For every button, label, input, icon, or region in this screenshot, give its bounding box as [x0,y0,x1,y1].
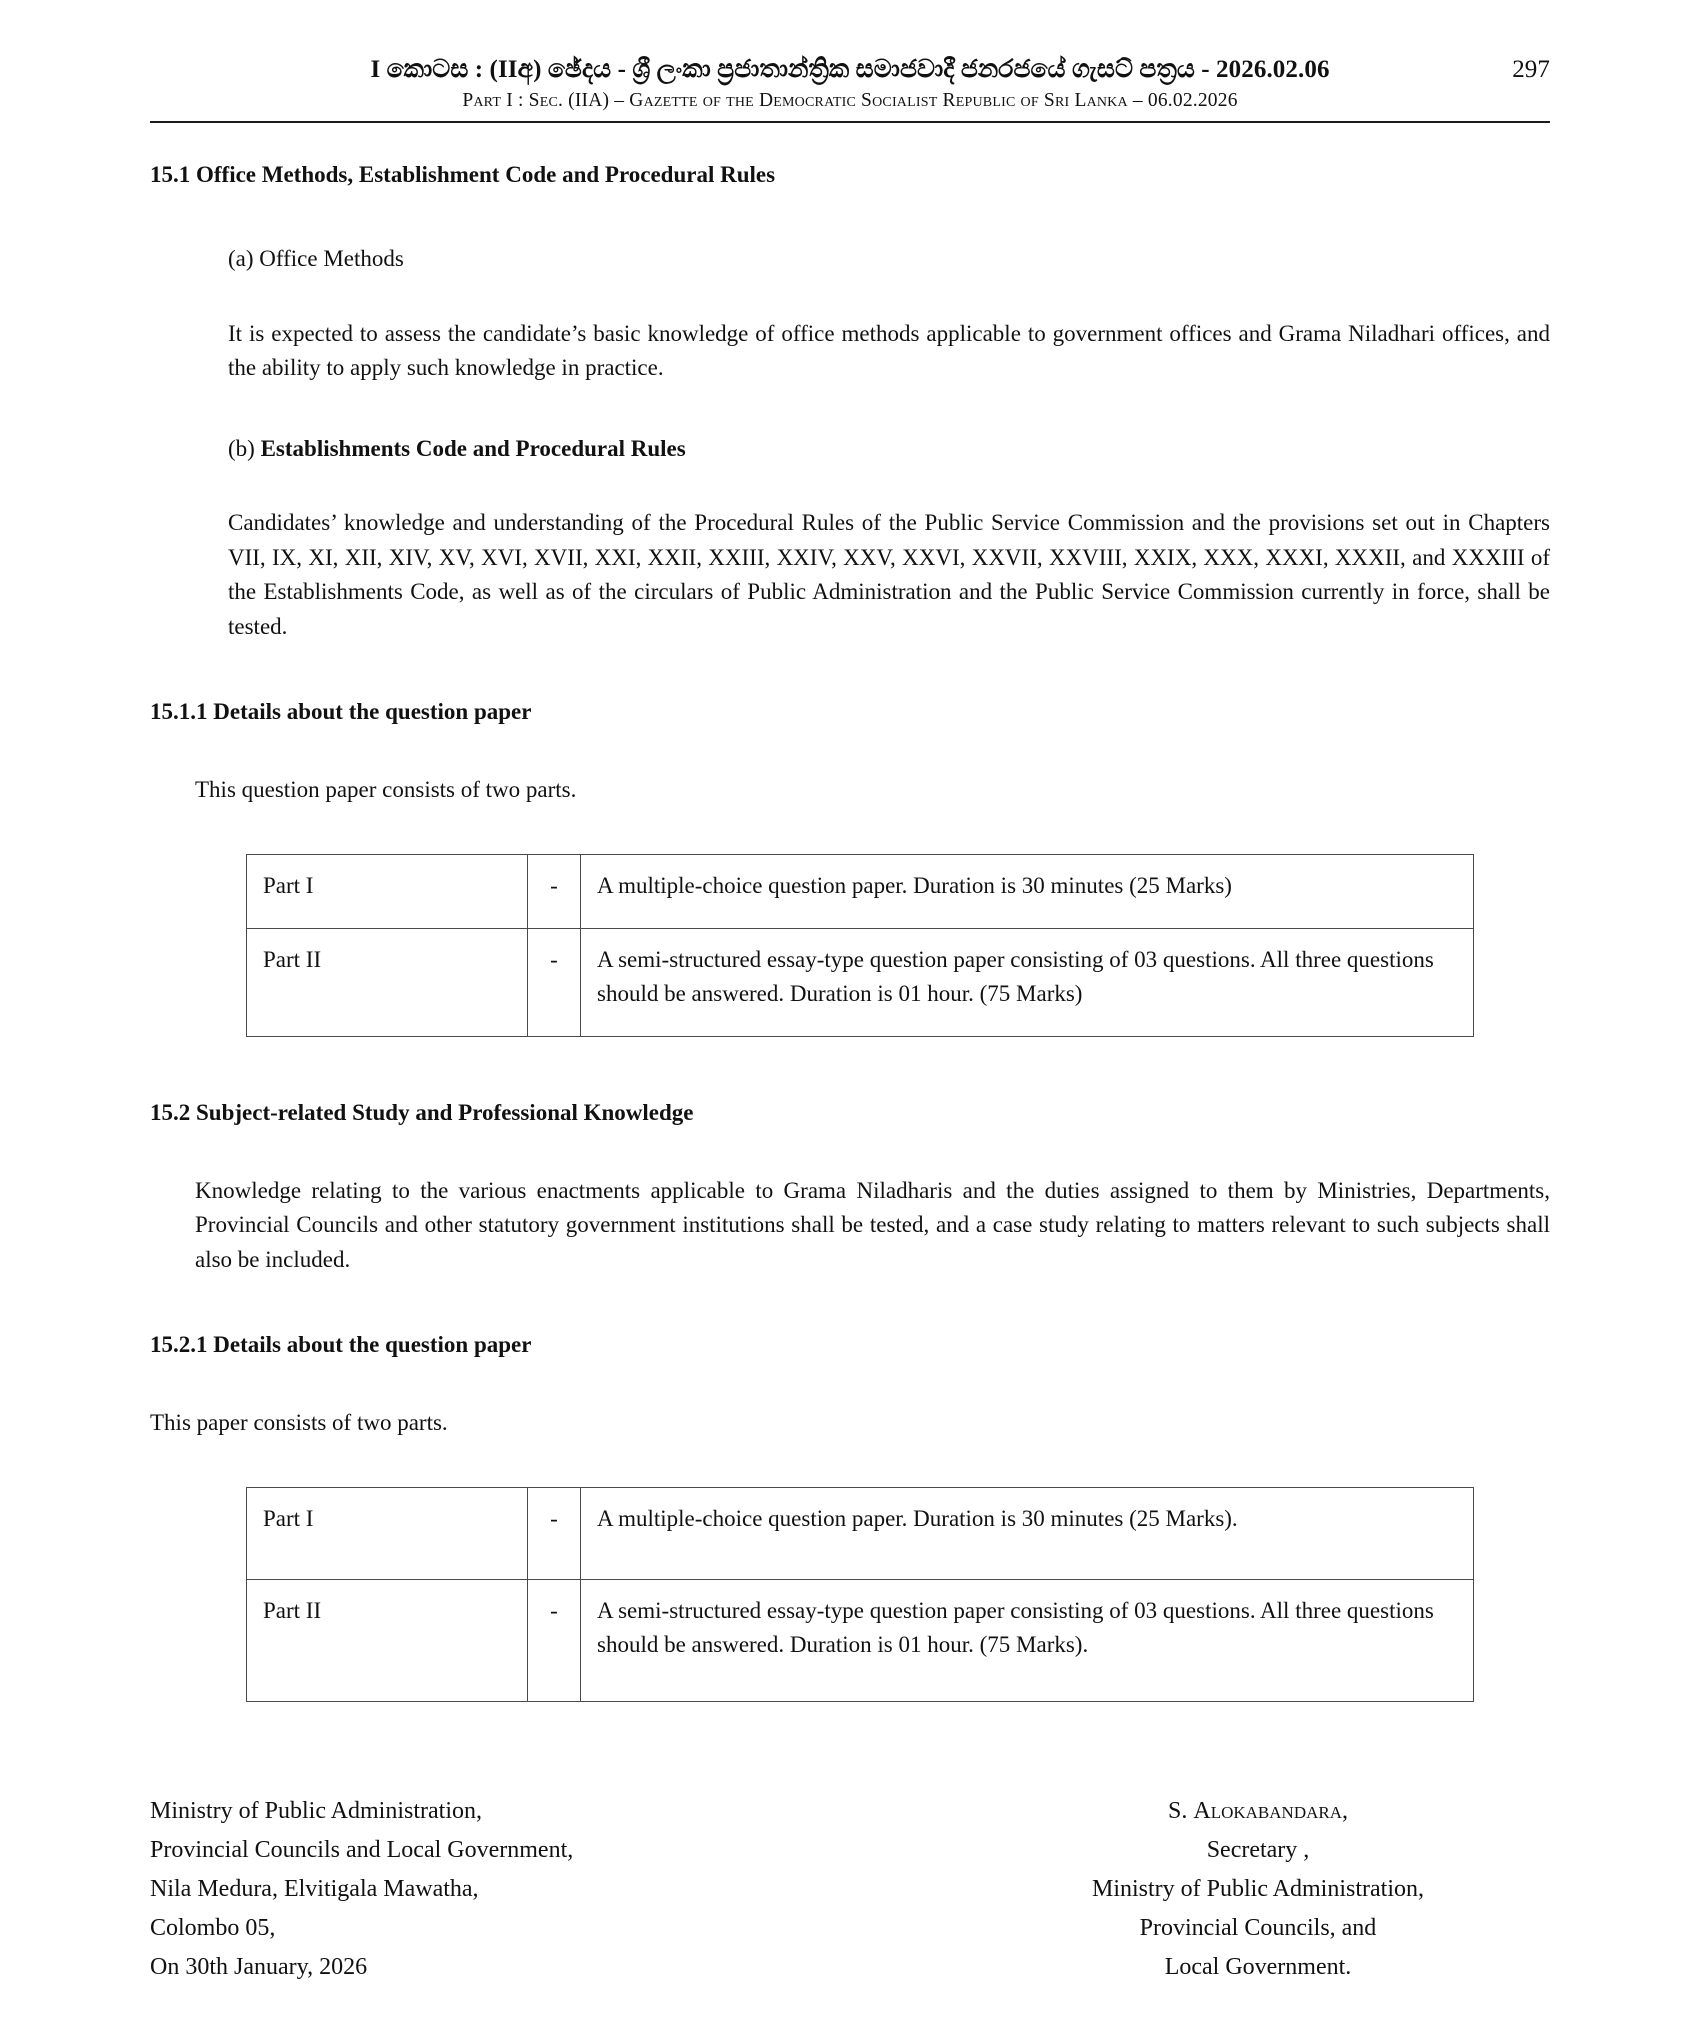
table2-row1-dash: - [528,1487,581,1579]
table-row [247,929,1474,1037]
signature-left-line: Nila Medura, Elvitigala Mawatha, [150,1875,479,1902]
table1-row2-part: Part II [247,929,528,1037]
page-masthead [150,54,1550,125]
label-15-1-a: (a) Office Methods [228,246,404,272]
signature-left-date: On 30th January, 2026 [150,1953,368,1980]
heading-15-1-1: 15.1.1 Details about the question paper [150,699,532,725]
signatory-initial: S. [1168,1798,1194,1824]
signature-right-signatory [978,1792,1538,1986]
table1-row1-part: Part I [247,854,528,928]
signatory-ministry-line: Ministry of Public Administration, [1091,1875,1424,1902]
label-15-1-b-prefix: (b) [228,435,261,461]
heading-15-2: 15.2 Subject-related Study and Professional Knowledge [150,1099,694,1125]
signatory-ministry-line: Local Government. [1164,1953,1352,1980]
paragraph-15-1-b: Candidates’ knowledge and understanding of the Procedural Rules of the Public Service Commission and the provisions set out in Chapters VII, IX, XI, XII, XIV, XV, XVI, XVII, XXI, XXII, XXIII, XXIV, XXV, XXVI, XXVII, XXVIII, XXIX, XXX, XXXI, XXXII, and XXXIII of the Establishments Code, as well as of the circulars of Public Administration and the Public Service Commission currently in force, shall be tested. [228,510,1550,639]
heading-15-2-1: 15.2.1 Details about the question paper [150,1332,532,1358]
masthead-divider [150,121,1550,123]
label-15-1-b [228,432,1550,467]
masthead-english-line: Part I : Sec. (IIA) – Gazette of the Democratic Socialist Republic of Sri Lanka – 06.02.2026 [462,90,1238,112]
table2-row2-dash: - [528,1580,581,1702]
table2-row2-description: A semi-structured essay-type question paper consisting of 03 questions. All three questions should be answered. Duration is 01 hour. (75 Marks). [581,1580,1474,1702]
table-row [247,854,1474,928]
question-paper-table-1 [246,854,1474,1037]
table2-row2-part: Part II [247,1580,528,1702]
table1-row1-dash: - [528,854,581,928]
masthead-sinhala-line [150,54,1550,85]
heading-15-1: 15.1 Office Methods, Establishment Code and Procedural Rules [150,162,776,188]
intro-15-2-1: This paper consists of two parts. [150,1410,448,1436]
table-row [247,1487,1474,1579]
label-15-1-b-text: Establishments Code and Procedural Rules [260,435,686,461]
masthead-sinhala-text: I කොටස : (IIඅ) ඡේදය - ශ්‍රී ලංකා ප්‍රජාතාන්ත්‍රික සමාජවාදී ජනරජයේ ගැසට් පත්‍රය - 2026.02.06 [370,56,1330,83]
signature-left-line: Ministry of Public Administration, [150,1798,483,1824]
signatory-surname: Alokabandara, [1193,1798,1348,1824]
signature-block [150,1792,1550,1986]
table2-row1-part: Part I [247,1487,528,1579]
paragraph-15-2: Knowledge relating to the various enactments applicable to Grama Niladharis and the duties assigned to them by Ministries, Departments, Provincial Councils and other statutory government institutions shall be tested, and a case study relating to matters relevant to such subjects shall also be included. [195,1177,1550,1272]
table1-row1-description: A multiple-choice question paper. Duration is 30 minutes (25 Marks) [581,854,1474,928]
table1-row2-description: A semi-structured essay-type question paper consisting of 03 questions. All three questions should be answered. Duration is 01 hour. (75 Marks) [581,929,1474,1037]
page-number: 297 [1512,56,1550,83]
signatory-name [978,1792,1538,1831]
signatory-title: Secretary , [1206,1836,1310,1863]
signature-left-line: Colombo 05, [150,1914,276,1941]
table-row [247,1580,1474,1702]
paragraph-15-1-a: It is expected to assess the candidate’s basic knowledge of office methods applicable to government offices and Grama Niladhari offices, and the ability to apply such knowledge in practice. [228,320,1550,381]
signatory-ministry-line: Provincial Councils, and [1139,1914,1377,1941]
intro-15-1-1: This question paper consists of two parts. [195,777,577,803]
question-paper-table-2 [246,1487,1474,1702]
table1-row2-dash: - [528,929,581,1037]
signature-left-line: Provincial Councils and Local Government, [150,1836,574,1863]
page-content [150,54,1550,1986]
table2-row1-description: A multiple-choice question paper. Duration is 30 minutes (25 Marks). [581,1487,1474,1579]
